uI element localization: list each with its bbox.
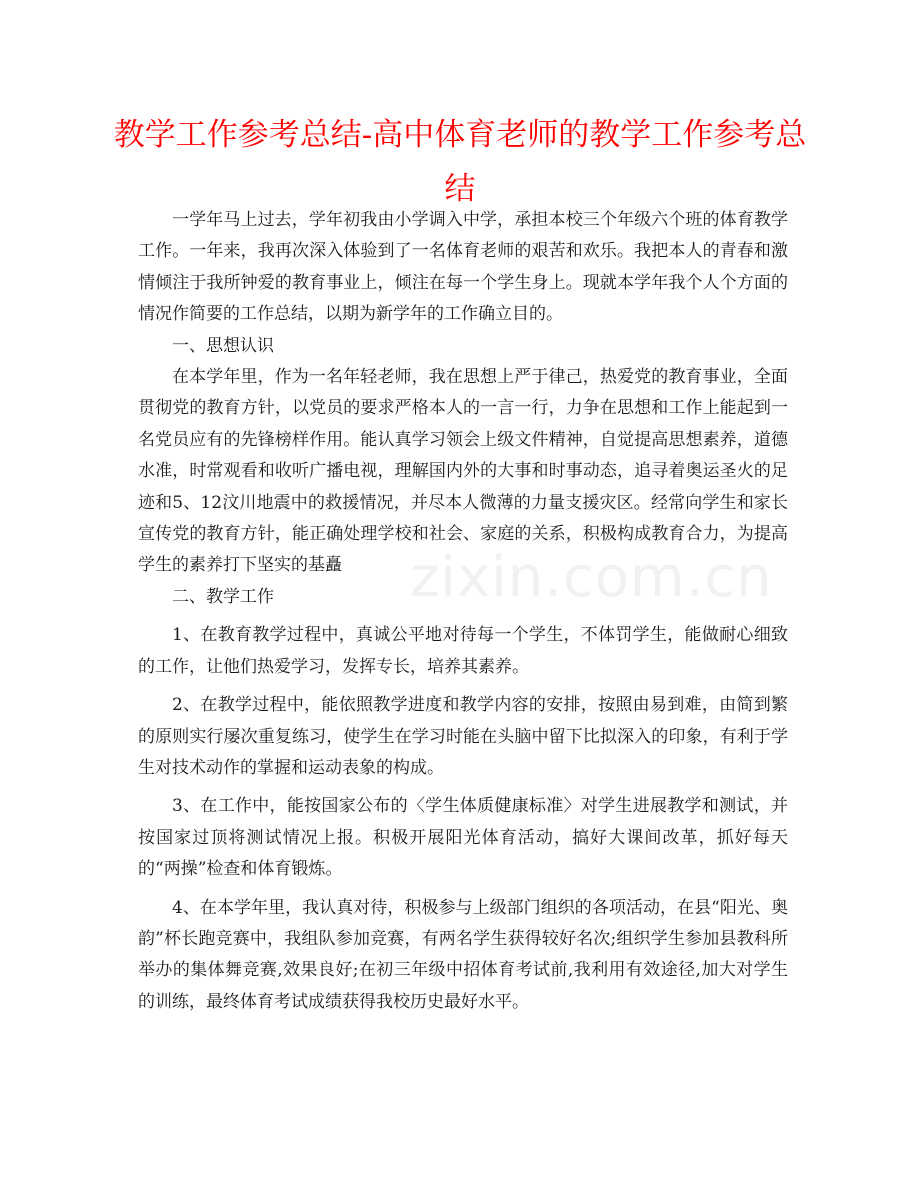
paragraph-intro: 一学年马上过去，学年初我由小学调入中学，承担本校三个年级六个班的体育教学工作。一年来，我再次深入体验到了一名体育老师的艰苦和欢乐。我把本人的青春和激情倾注于我所钟爱的教育事业上，倾注在每一个学生身上。现就本学年我个人个方面的情况作简要的工作总结，以期为新学年的工作确立目的。 <box>138 210 788 325</box>
document-title: 教学工作参考总结-高中体育老师的教学工作参考总结 <box>113 117 807 207</box>
section-heading-thought: 一、思想认识 <box>172 335 274 356</box>
paragraph-item-3: 3、在工作中，能按国家公布的〈学生体质健康标准〉对学生进展教学和测试，并按国家过顶将测试情况上报。积极开展阳光体育活动，搞好大课间改革，抓好每天的“两操”检查和体育锻炼。 <box>138 796 788 880</box>
watermark: zixin.com.cn <box>410 545 773 610</box>
paragraph-item-4: 4、在本学年里，我认真对待，积极参与上级部门组织的各项活动，在县“阳光、奥韵”杯长跑竞赛中，我组队参加竞赛，有两名学生获得较好名次;组织学生参加县教科所举办的集体舞竞赛,效果良好;在初三年级中招体育考试前,我利用有效途径,加大对学生的训练，最终体育考试成绩获得我校历史最好水平。 <box>138 897 788 1012</box>
section-heading-teaching: 二、教学工作 <box>172 586 274 607</box>
paragraph-thought: 在本学年里，作为一名年轻老师，我在思想上严于律己，热爱党的教育事业，全面贯彻党的教育方针，以党员的要求严格本人的一言一行，力争在思想和工作上能起到一名党员应有的先锋榜样作用。能认真学习领会上级文件精神，自觉提高思想素养，道德水准，时常观看和收听广播电视，理解国内外的大事和时事动态，追寻着奥运圣火的足迹和5、12汶川地震中的救援情况，并尽本人微薄的力量支援灾区。经常向学生和家长宣传党的教育方针，能正确处理学校和社会、家庭的关系，积极构成教育合力，为提高学生的素养打下坚实的基矗 <box>138 367 788 576</box>
paragraph-item-1: 1、在教育教学过程中，真诚公平地对待每一个学生，不体罚学生，能做耐心细致的工作，让他们热爱学习，发挥专长，培养其素养。 <box>138 625 788 677</box>
paragraph-item-2: 2、在教学过程中，能依照教学进度和教学内容的安排，按照由易到难，由简到繁的原则实行屡次重复练习，使学生在学习时能在头脑中留下比拟深入的印象，有利于学生对技术动作的掌握和运动表象的构成。 <box>138 695 788 778</box>
document-body <box>138 205 788 1018</box>
